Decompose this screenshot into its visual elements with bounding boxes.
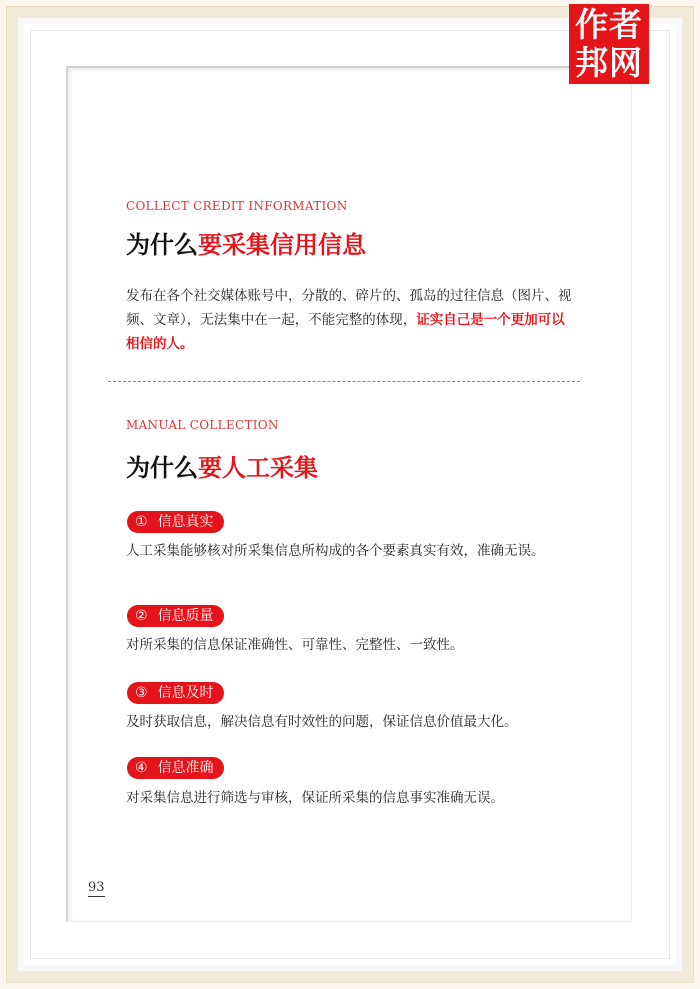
item-badge-4 xyxy=(127,757,224,779)
item-number-3: ③ xyxy=(135,685,148,701)
item-number-4: ④ xyxy=(135,760,148,776)
item-number-1: ① xyxy=(135,514,148,530)
item-title-4: 信息准确 xyxy=(157,760,214,776)
section2-heading-highlight: 要人工采集 xyxy=(198,454,318,482)
item-number-2: ② xyxy=(135,608,148,624)
item-title-2: 信息质量 xyxy=(157,608,214,624)
section2-heading-plain: 为什么 xyxy=(126,454,198,482)
section1-heading-highlight: 要采集信用信息 xyxy=(198,231,366,259)
section1-paragraph xyxy=(126,284,576,356)
section1-heading-plain: 为什么 xyxy=(126,231,198,259)
dashed-divider xyxy=(108,381,580,382)
item-badge-2 xyxy=(127,605,224,627)
item-text-4: 对采集信息进行筛选与审核，保证所采集的信息事实准确无误。 xyxy=(126,790,504,806)
item-text-3: 及时获取信息，解决信息有时效性的问题，保证信息价值最大化。 xyxy=(126,714,518,730)
item-badge-1 xyxy=(127,511,224,533)
section2-eyebrow: MANUAL COLLECTION xyxy=(126,418,279,432)
logo-line-1: 作者 xyxy=(575,5,643,44)
logo-line-2: 邦网 xyxy=(575,43,643,82)
item-text-2: 对所采集的信息保证准确性、可靠性、完整性、一致性。 xyxy=(126,637,464,653)
section1-paragraph-text: 发布在各个社交媒体账号中，分散的、碎片的、孤岛的过往信息（图片、视频、文章），无法集中在一起，不能完整的体现， xyxy=(126,288,572,328)
site-logo[interactable] xyxy=(569,4,649,84)
item-title-3: 信息及时 xyxy=(157,685,214,701)
item-title-1: 信息真实 xyxy=(157,514,214,530)
section1-paragraph-highlight: 证实自己是一个更加可以相信的人。 xyxy=(126,312,565,352)
item-badge-3 xyxy=(127,682,224,704)
section1-eyebrow: COLLECT CREDIT INFORMATION xyxy=(126,199,348,213)
section2-heading xyxy=(126,448,318,483)
item-text-1: 人工采集能够核对所采集信息所构成的各个要素真实有效，准确无误。 xyxy=(126,543,545,559)
page-number: 93 xyxy=(88,880,105,895)
section1-heading xyxy=(126,225,366,260)
